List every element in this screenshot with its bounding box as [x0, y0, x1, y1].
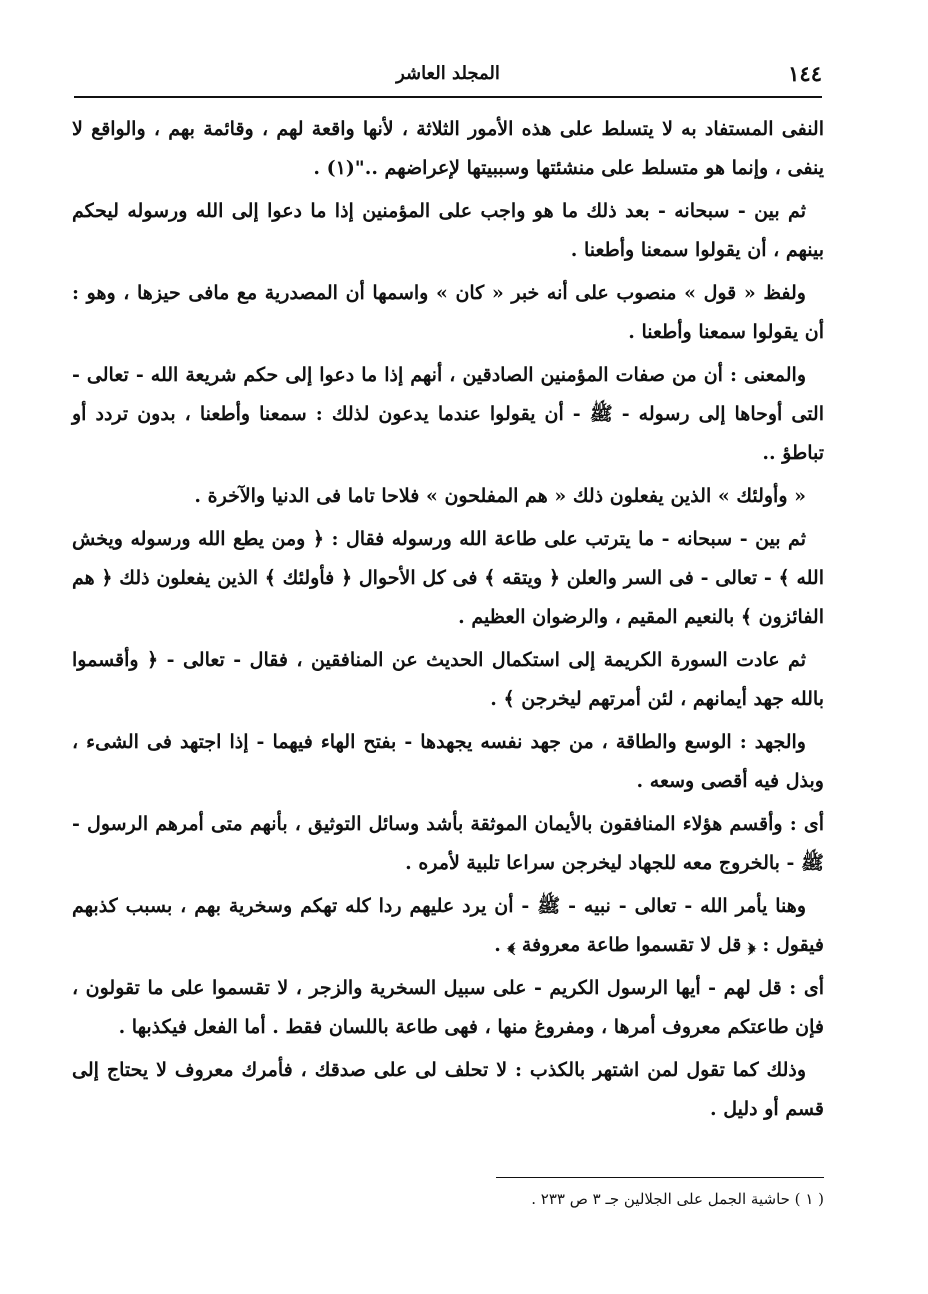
- body-text: [72, 110, 824, 1133]
- paragraph: ثم عادت السورة الكريمة إلى استكمال الحديث عن المنافقين ، فقال - تعالى - ﴿ وأقسموا بالله جهد أيمانهم ، لئن أمرتهم ليخرجن ﴾ .: [72, 649, 824, 710]
- paragraph: ثم بين - سبحانه - ما يترتب على طاعة الله ورسوله فقال : ﴿ ومن يطع الله ورسوله ويخش الله ﴾ - تعالى - فى السر والعلن ﴿ ويتقه ﴾ فى كل الأحوال ﴿ فأولئك ﴾ الذين يفعلون ذلك ﴿ هم الفائزون ﴾ بالنعيم المقيم ، والرضوان العظيم .: [72, 528, 824, 628]
- paragraph: أى : قل لهم - أيها الرسول الكريم - على سبيل السخرية والزجر ، لا تقسموا على ما تقولون ، فإن طاعتكم معروف أمرها ، ومفروغ منها ، فهى طاعة باللسان فقط . أما الفعل فيكذبها .: [72, 977, 824, 1038]
- page-header: [74, 58, 822, 92]
- paragraph: وذلك كما تقول لمن اشتهر بالكذب : لا تحلف لى على صدقك ، فأمرك معروف لا يحتاج إلى قسم أو دليل .: [72, 1059, 824, 1120]
- paragraph: النفى المستفاد به لا يتسلط على هذه الأمور الثلاثة ، لأنها واقعة لهم ، وقائمة بهم ، والواقع لا ينفى ، وإنما هو متسلط على منشئتها وسببيتها لإعراضهم .."(١) .: [72, 118, 824, 179]
- footnote-divider: [496, 1177, 824, 1178]
- footnote: ( ١ ) حاشية الجمل على الجلالين جـ ٣ ص ٢٣٣ .: [531, 1190, 824, 1208]
- running-title: المجلد العاشر: [396, 63, 500, 84]
- paragraph: والمعنى : أن من صفات المؤمنين الصادقين ، أنهم إذا ما دعوا إلى حكم شريعة الله - تعالى - التى أوحاها إلى رسوله - ﷺ - أن يقولوا عندما يدعون لذلك : سمعنا وأطعنا ، بدون تردد أو تباطؤ ..: [72, 364, 824, 464]
- paragraph: « وأولئك » الذين يفعلون ذلك « هم المفلحون » فلاحا تاما فى الدنيا والآخرة .: [194, 485, 806, 507]
- paragraph: ولفظ « قول » منصوب على أنه خبر « كان » واسمها أن المصدرية مع مافى حيزها ، وهو : أن يقولوا سمعنا وأطعنا .: [72, 282, 824, 343]
- paragraph: أى : وأقسم هؤلاء المنافقون بالأيمان الموثقة بأشد وسائل التوثيق ، بأنهم متى أمرهم الرسول - ﷺ - بالخروج معه للجهاد ليخرجن سراعا تلبية لأمره .: [72, 813, 824, 874]
- paragraph: وهنا يأمر الله - تعالى - نبيه - ﷺ - أن يرد عليهم ردا كله تهكم وسخرية بهم ، بسبب كذبهم فيقول : ﴿ قل لا تقسموا طاعة معروفة ﴾ .: [72, 895, 824, 956]
- paragraph: والجهد : الوسع والطاقة ، من جهد نفسه يجهدها - بفتح الهاء فيهما - إذا اجتهد فى الشىء ، وبذل فيه أقصى وسعه .: [72, 731, 824, 792]
- page-number: ١٤٤: [788, 61, 822, 86]
- header-divider: [74, 96, 822, 98]
- paragraph: ثم بين - سبحانه - بعد ذلك ما هو واجب على المؤمنين إذا ما دعوا إلى الله ورسوله ليحكم بينهم ، أن يقولوا سمعنا وأطعنا .: [72, 200, 824, 261]
